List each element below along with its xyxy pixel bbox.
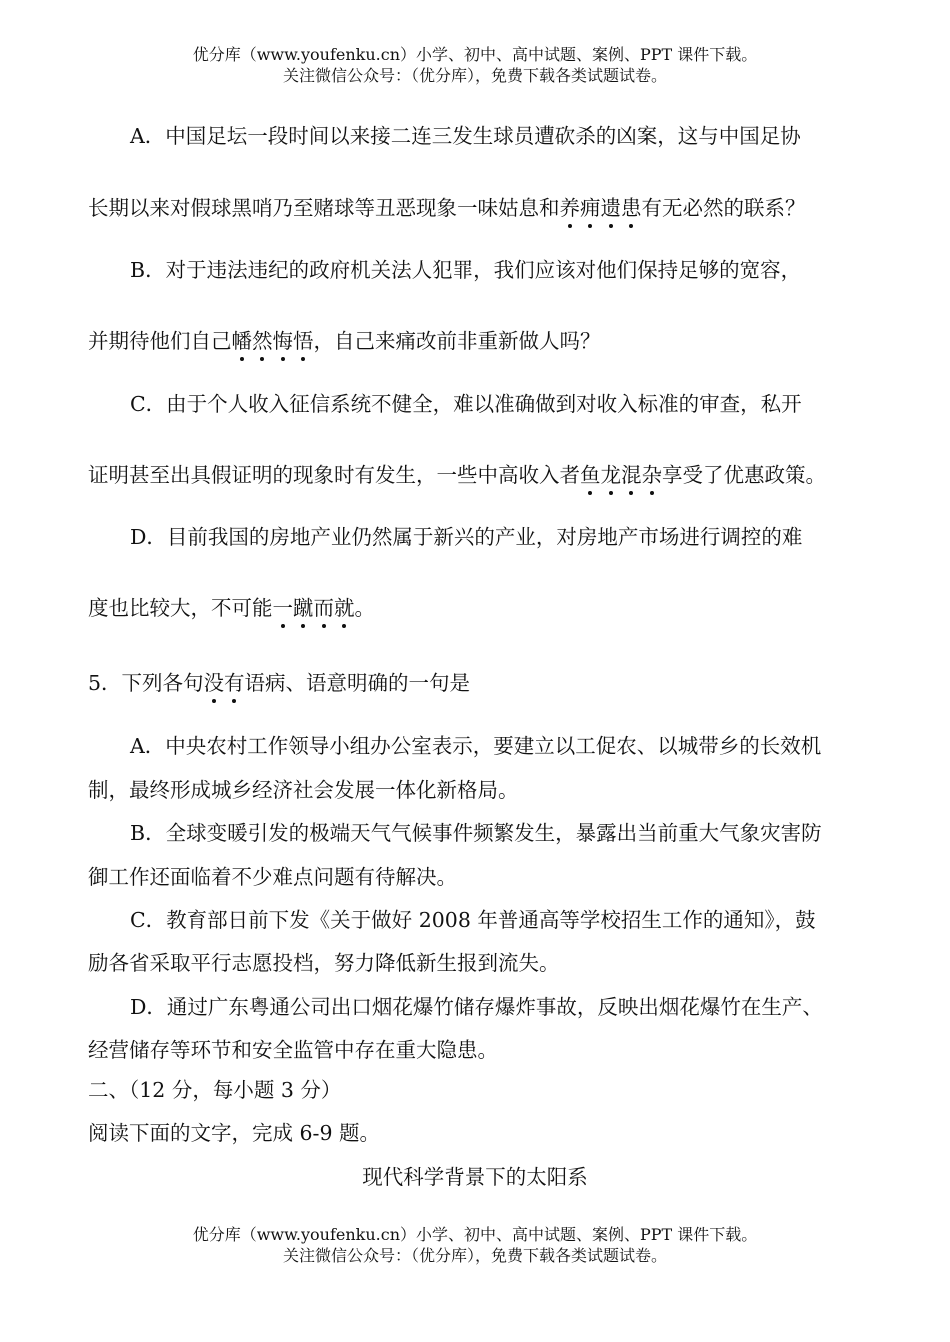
q4-b-line1: B．对于违法违纪的政府机关法人犯罪，我们应该对他们保持足够的宽容，	[130, 258, 802, 282]
q5-d-line1: D．通过广东粤通公司出口烟花爆竹储存爆炸事故，反映出烟花爆竹在生产、	[130, 995, 823, 1019]
footer-line-2: 关注微信公众号：（优分库），免费下载各类试题试卷。	[282, 1246, 667, 1265]
article-title: 现代科学背景下的太阳系	[362, 1165, 588, 1189]
q4-b-line2: 并期待他们自己幡然悔悟 ，自己来痛改前非重新做人吗？	[88, 327, 601, 355]
q4-c-line1: C．由于个人收入征信系统不健全，难以准确做到对收入标准的审查，私开	[130, 392, 802, 416]
header-line-1: 优分库（www.youfenku.cn）小学、初中、高中试题、案例、PPT 课件下载。	[192, 45, 758, 64]
emphasis-dotted-word: 养痈遗患	[560, 194, 642, 222]
q4-d-line1: D．目前我国的房地产业仍然属于新兴的产业，对房地产市场进行调控的难	[130, 525, 803, 549]
q5-c-line1: C．教育部日前下发《关于做好 2008 年普通高等学校招生工作的通知》，鼓	[130, 908, 816, 932]
q5-stem: 5．下列各句没有 语病、语意明确的一句是	[88, 669, 470, 697]
q4-a-line2: 长期以来对假球黑哨乃至赌球等丑恶现象一味姑息和养痈遗患 有无必然的联系？	[88, 194, 806, 222]
emphasis-dotted-word: 没有	[204, 669, 245, 697]
q4-d-line2: 度也比较大，不可能一蹴而就 。	[88, 594, 375, 622]
emphasis-dotted-word: 一蹴而就	[273, 594, 355, 622]
emphasis-dotted-word: 鱼龙混杂	[580, 461, 662, 489]
q5-d-line2: 经营储存等环节和安全监管中存在重大隐患。	[88, 1038, 498, 1062]
q5-b-line2: 御工作还面临着不少难点问题有待解决。	[88, 865, 457, 889]
section-heading: 二、（12 分，每小题 3 分）	[88, 1078, 342, 1102]
q5-c-line2: 励各省采取平行志愿投档，努力降低新生报到流失。	[88, 951, 560, 975]
q5-a-line2: 制，最终形成城乡经济社会发展一体化新格局。	[88, 778, 519, 802]
reading-instruction: 阅读下面的文字，完成 6-9 题。	[88, 1121, 381, 1145]
emphasis-dotted-word: 幡然悔悟	[232, 327, 314, 355]
q4-c-line2: 证明甚至出具假证明的现象时有发生，一些中高收入者鱼龙混杂 享受了优惠政策。	[88, 461, 826, 489]
header-line-2: 关注微信公众号：（优分库），免费下载各类试题试卷。	[282, 66, 667, 85]
q5-a-line1: A．中央农村工作领导小组办公室表示，要建立以工促农、以城带乡的长效机	[130, 734, 822, 758]
footer-line-1: 优分库（www.youfenku.cn）小学、初中、高中试题、案例、PPT 课件下载。	[192, 1225, 758, 1244]
q4-a-line1: A．中国足坛一段时间以来接二连三发生球员遭砍杀的凶案，这与中国足协	[130, 124, 801, 148]
q5-b-line1: B．全球变暖引发的极端天气气候事件频繁发生，暴露出当前重大气象灾害防	[130, 821, 822, 845]
